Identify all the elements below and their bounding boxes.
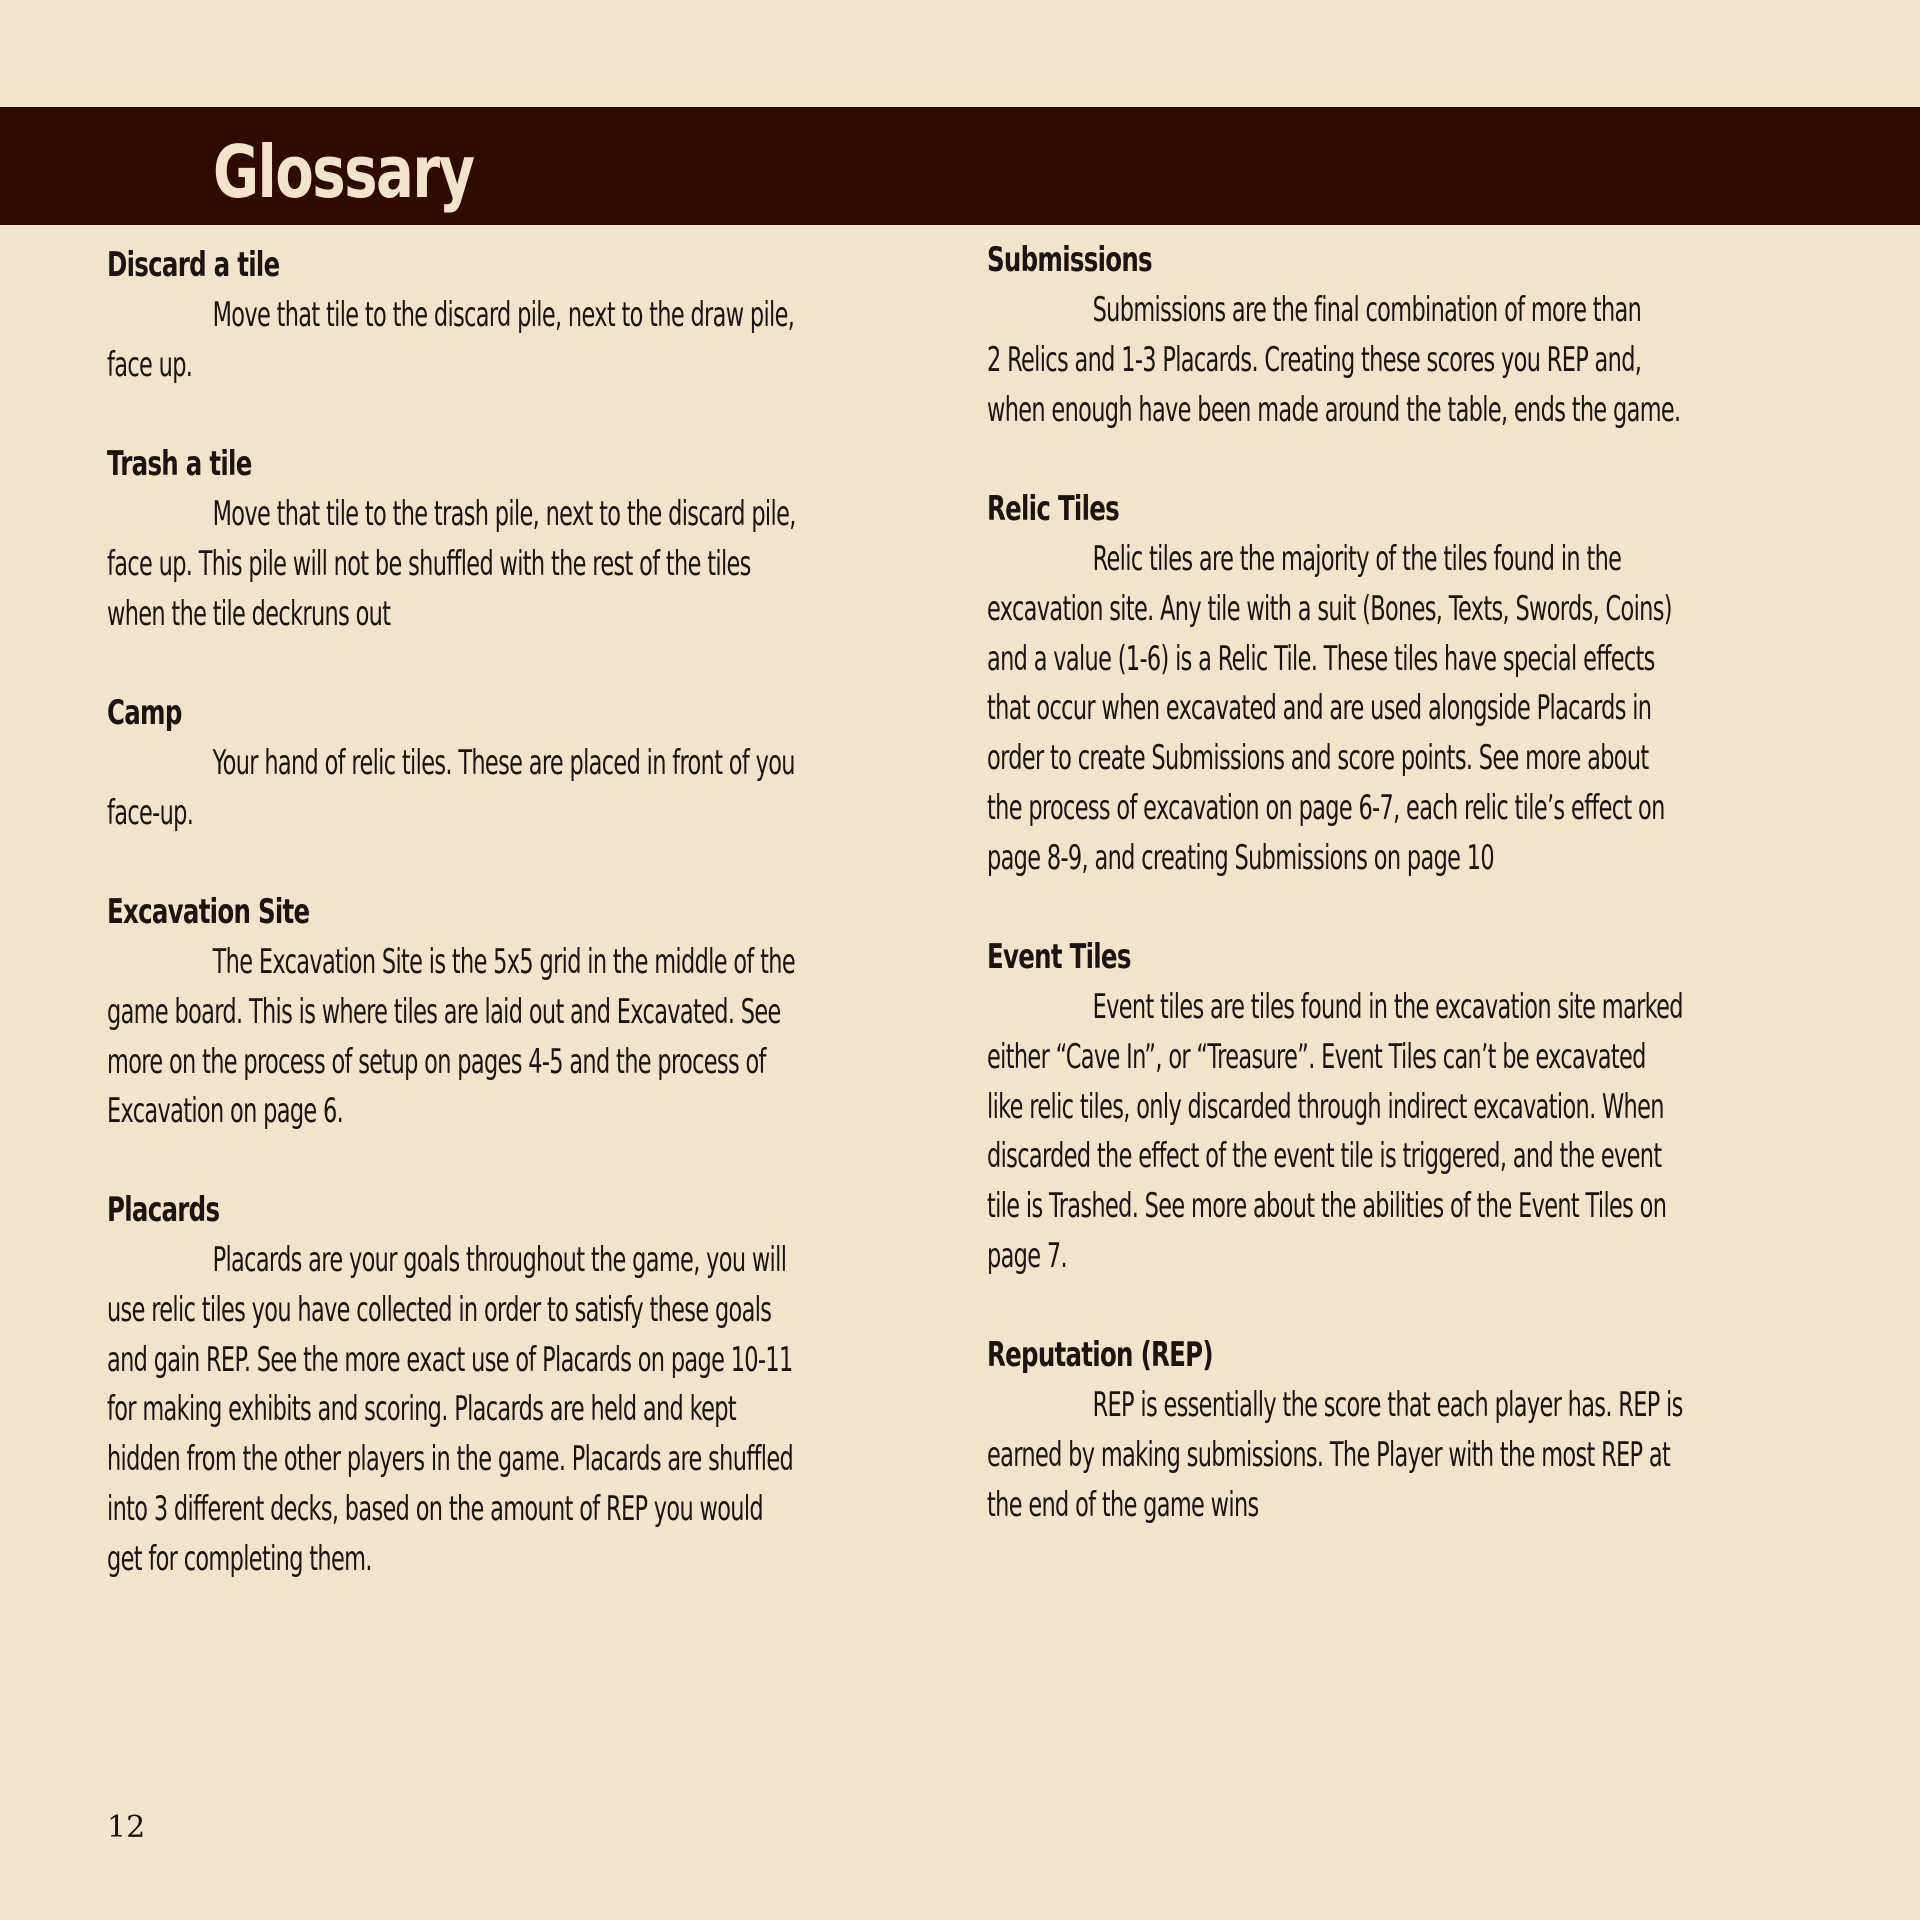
page-number: 12 <box>107 1810 146 1845</box>
page-title: Glossary <box>213 130 474 214</box>
definition-line: use relic tiles you have collected in order to satisfy these goals <box>107 1289 772 1330</box>
definition-line: the process of excavation on page 6-7, each relic tile’s effect on <box>987 787 1665 828</box>
definition-line: game board. This is where tiles are laid out and Excavated. See <box>107 991 781 1032</box>
definition-line: page 8-9, and creating Submissions on page 10 <box>987 837 1495 878</box>
glossary-definition <box>987 1380 1847 1529</box>
glossary-term: Trash a tile <box>107 444 252 484</box>
definition-line: face up. This pile will not be shuffled with the rest of the tiles <box>107 543 751 584</box>
definition-line: hidden from the other players in the game. Placards are shuffled <box>107 1439 794 1480</box>
definition-line: get for completing them. <box>107 1538 372 1579</box>
definition-line: more on the process of setup on pages 4-5 and the process of <box>107 1041 766 1082</box>
glossary-definition <box>987 982 1847 1281</box>
glossary-entry-submissions <box>987 235 1847 434</box>
definition-line: Excavation on page 6. <box>107 1091 344 1132</box>
glossary-entry-placards <box>107 1185 967 1584</box>
glossary-definition <box>987 285 1847 434</box>
definition-line: the end of the game wins <box>987 1484 1259 1525</box>
definition-line: Event tiles are tiles found in the excavation site marked <box>1092 987 1683 1027</box>
definition-line: into 3 different decks, based on the amount of REP you would <box>107 1488 764 1529</box>
definition-line: when enough have been made around the table, ends the game. <box>987 389 1681 430</box>
definition-line: face up. <box>107 344 193 385</box>
glossary-definition <box>107 290 967 390</box>
definition-line: discarded the effect of the event tile is triggered, and the event <box>987 1136 1662 1177</box>
glossary-entry-event-tiles <box>987 932 1847 1281</box>
definition-line: page 7. <box>987 1235 1067 1276</box>
glossary-entry-excavation-site <box>107 887 967 1136</box>
definition-line: earned by making submissions. The Player with the most REP at <box>987 1434 1671 1475</box>
definition-line: 2 Relics and 1-3 Placards. Creating these scores you REP and, <box>987 339 1642 380</box>
definition-line: order to create Submissions and score points. See more about <box>987 738 1649 779</box>
definition-line: Submissions are the final combination of more than <box>1092 290 1642 330</box>
glossary-term: Camp <box>107 693 182 733</box>
definition-line: for making exhibits and scoring. Placards are held and kept <box>107 1389 737 1430</box>
glossary-entry-trash-a-tile <box>107 439 967 638</box>
glossary-term: Discard a tile <box>107 245 280 285</box>
glossary-term: Event Tiles <box>987 937 1131 977</box>
definition-line: like relic tiles, only discarded through indirect excavation. When <box>987 1086 1664 1127</box>
definition-line: and a value (1-6) is a Relic Tile. These tiles have special effects <box>987 638 1655 679</box>
glossary-definition <box>987 534 1847 883</box>
glossary-entry-reputation <box>987 1330 1847 1529</box>
definition-line: Placards are your goals throughout the game, you will <box>212 1240 787 1280</box>
definition-line: The Excavation Site is the 5x5 grid in the middle of the <box>212 942 795 982</box>
glossary-entry-camp <box>107 688 967 838</box>
definition-line: Relic tiles are the majority of the tiles found in the <box>1092 539 1622 579</box>
definition-line: Move that tile to the trash pile, next to the discard pile, <box>212 494 796 534</box>
glossary-term: Submissions <box>987 240 1152 280</box>
definition-line: Your hand of relic tiles. These are placed in front of you <box>212 743 795 783</box>
definition-line: either “Cave In”, or “Treasure”. Event Tiles can’t be excavated <box>987 1036 1646 1077</box>
glossary-term: Reputation (REP) <box>987 1335 1213 1375</box>
glossary-definition <box>107 738 967 838</box>
glossary-term: Relic Tiles <box>987 489 1120 529</box>
glossary-definition <box>107 1235 967 1584</box>
definition-line: when the tile deckruns out <box>107 593 391 634</box>
definition-line: tile is Trashed. See more about the abilities of the Event Tiles on <box>987 1186 1667 1227</box>
glossary-term: Placards <box>107 1190 220 1230</box>
definition-line: face-up. <box>107 792 194 833</box>
glossary-entry-discard-a-tile <box>107 240 967 390</box>
glossary-definition <box>107 489 967 638</box>
definition-line: Move that tile to the discard pile, next to the draw pile, <box>212 295 795 335</box>
glossary-entry-relic-tiles <box>987 484 1847 883</box>
definition-line: REP is essentially the score that each player has. REP is <box>1092 1385 1683 1425</box>
definition-line: excavation site. Any tile with a suit (Bones, Texts, Swords, Coins) <box>987 588 1672 629</box>
definition-line: that occur when excavated and are used alongside Placards in <box>987 688 1652 729</box>
definition-line: and gain REP. See the more exact use of Placards on page 10-11 <box>107 1339 793 1380</box>
glossary-definition <box>107 937 967 1136</box>
glossary-term: Excavation Site <box>107 892 310 932</box>
